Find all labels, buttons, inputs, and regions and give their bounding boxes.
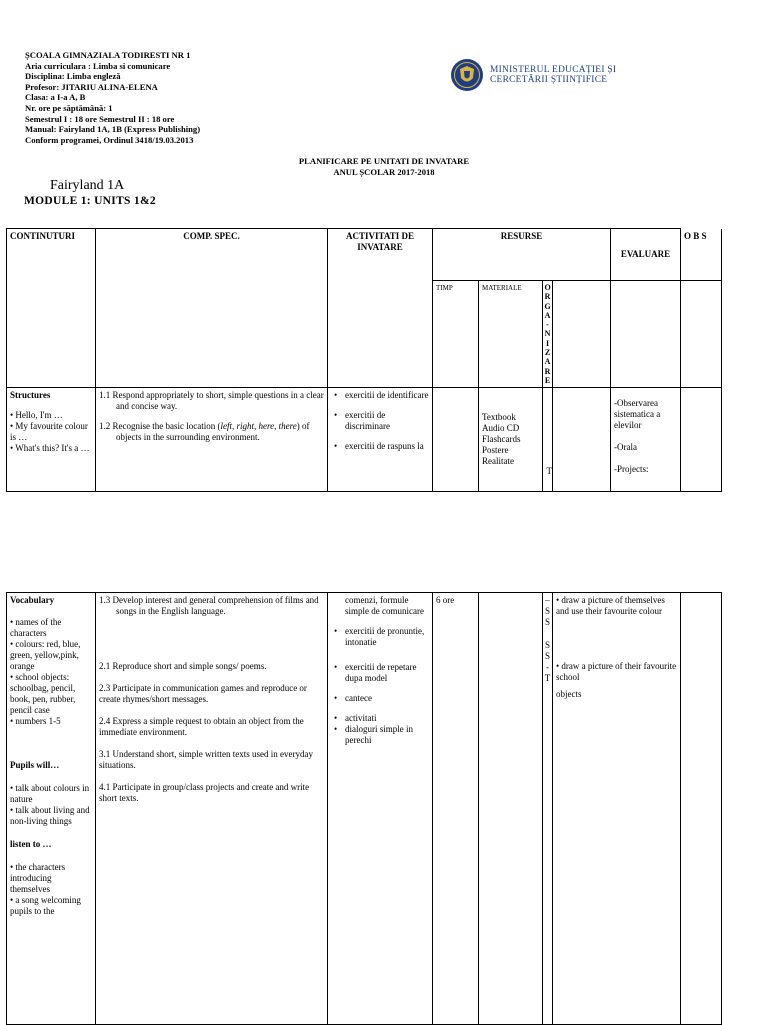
resurse-extra-cell	[553, 281, 611, 388]
structure-item: • My favourite colour is …	[10, 421, 88, 443]
activity-item: • cantece	[345, 693, 429, 704]
header-programa: Conform programei, Ordinul 3418/19.03.2013	[25, 134, 194, 145]
obs-cell-1	[681, 388, 722, 492]
ministry-line-1: MINISTERUL EDUCAȚIEI ȘI	[490, 65, 617, 75]
obs-sub-cell	[681, 281, 722, 388]
listen-item: • a song welcoming pupils to the	[10, 895, 81, 916]
materials-cell	[479, 388, 543, 492]
obs-cell-2	[681, 593, 722, 1025]
comp-2-3: 2.3 Participate in communication games and reproduce or create rhymes/short messages.	[99, 683, 307, 704]
header-school: ȘCOALA GIMNAZIALA TODIRESTI NR 1	[25, 50, 191, 60]
structure-item: • Hello, I'm …	[10, 410, 63, 421]
activities-cell-1	[328, 388, 433, 492]
comp-cell-1	[96, 388, 328, 492]
header-aria: Aria curriculara : Limba si comunicare	[25, 60, 171, 71]
structure-item: • What's this? It's a …	[10, 443, 90, 454]
evaluare-item: -Observarea sistematica a elevilor	[614, 398, 661, 431]
col-evaluare: EVALUARE	[611, 229, 681, 281]
header-nr-ore: Nr. ore pe săptămână: 1	[25, 102, 113, 113]
header-profesor: Profesor: JITARIU ALINA-ELENA	[25, 81, 158, 92]
vocabulary-cell	[7, 593, 96, 1025]
material-item: Audio CD	[482, 423, 520, 434]
col-comp-spec: COMP. SPEC.	[96, 229, 328, 388]
vocab-item: • numbers 1-5	[10, 716, 61, 726]
col-resurse: RESURSE	[433, 229, 611, 281]
course-title: Fairyland 1A	[50, 178, 125, 193]
comp-cell-2	[96, 593, 328, 1025]
evaluare-item: • draw a picture of themselves and use their favourite colour	[556, 595, 665, 616]
material-item: Textbook	[482, 412, 516, 423]
materials-cell-2	[479, 593, 543, 1025]
header-disciplina: Disciplina: Limba engleză	[25, 71, 121, 82]
school-year: ANUL ȘCOLAR 2017-2018	[333, 167, 435, 177]
org-value: T	[546, 466, 552, 477]
evaluare-cell-2	[553, 593, 681, 1025]
comp-3-1: 3.1 Understand short, simple written texts used in everyday situations.	[99, 749, 313, 770]
org-value: S S - T	[544, 640, 551, 683]
evaluare-cell-1	[611, 388, 681, 492]
listen-title: listen to …	[10, 839, 52, 849]
col-materiale: MATERIALE	[479, 281, 543, 388]
material-item: Realitate	[482, 456, 514, 467]
comp-4-1: 4.1 Participate in group/class projects and create and write short texts.	[99, 782, 310, 803]
material-item: Postere	[482, 445, 509, 456]
col-organizare	[543, 281, 553, 388]
pupils-item: • talk about colours in nature	[10, 783, 90, 804]
activity-item: • dialoguri simple in perechi	[345, 724, 429, 746]
org-cell-2	[543, 593, 553, 1025]
planning-table-1	[6, 228, 722, 492]
evaluare-item: -Projects:	[614, 464, 649, 475]
ministry-line-2: CERCETĂRII ȘTIINȚIFICE	[490, 75, 608, 85]
evaluare-item: -Orala	[614, 442, 637, 453]
structures-cell	[7, 388, 96, 492]
org-cell-1	[543, 388, 553, 492]
header-clasa: Clasa: a I-a A, B	[25, 92, 86, 103]
col-activitati: ACTIVITATI DE INVATARE	[328, 229, 433, 388]
evaluare-item: objects	[556, 689, 582, 699]
comp-1-3: 1.3 Develop interest and general comprehension of films and songs in the English language.	[99, 595, 319, 616]
activity-item: • activitati	[345, 713, 429, 724]
planning-table-2	[6, 592, 722, 1025]
activity-item: • exercitii de discriminare	[345, 410, 429, 432]
col-obs: O B S	[681, 229, 722, 281]
col-timp: TIMP	[433, 281, 479, 388]
comp-2-1: 2.1 Reproduce short and simple songs/ poems.	[99, 661, 267, 671]
timp-cell-1	[433, 388, 479, 492]
ministry-name	[490, 65, 616, 85]
header-manual: Manual: Fairyland 1A, 1B (Express Publishing)	[25, 124, 201, 135]
activity-item: • exercitii de repetare dupa model	[345, 662, 429, 684]
org-value: – S S	[544, 595, 550, 627]
activity-item: • exercitii de identificare	[345, 390, 429, 401]
comp-1-1: 1.1 Respond appropriately to short, simple questions in a clear and concise way.	[99, 390, 324, 412]
listen-item: • the characters introducing themselves	[10, 862, 66, 894]
activity-item: • exercitii de raspuns la	[345, 441, 429, 452]
vocab-item: • names of the characters	[10, 617, 62, 638]
comp-2-4: 2.4 Express a simple request to obtain an object from the immediate environment.	[99, 716, 304, 737]
organizare-label: O R G A - N I Z A R E	[544, 283, 551, 385]
pupils-item: • talk about living and non-living things	[10, 805, 90, 826]
romania-crest-icon	[450, 58, 484, 92]
school-header	[25, 50, 200, 145]
activity-item: • exercitii de pronuntie, intonatie	[345, 626, 429, 648]
resurse-extra-cell-1	[553, 388, 611, 492]
header-semestru: Semestrul I : 18 ore Semestrul II : 18 ore	[25, 113, 175, 124]
module-title: MODULE 1: UNITS 1&2	[24, 195, 156, 207]
comp-1-2: 1.2 Recognise the basic location (left, right, here, there) of objects in the surrounding environment.	[99, 421, 310, 443]
material-item: Flashcards	[482, 434, 521, 445]
evaluare-item: • draw a picture of their favourite school	[556, 661, 677, 682]
vocabulary-title: Vocabulary	[10, 595, 55, 605]
structures-title: Structures	[10, 390, 51, 401]
evaluare-sub-cell	[611, 281, 681, 388]
col-continuturi: CONTINUTURI	[7, 229, 96, 388]
timp-cell-2: 6 ore	[433, 593, 479, 1025]
activity-continuation: comenzi, formule simple de comunicare	[345, 595, 424, 616]
ministry-logo	[450, 58, 650, 92]
plan-title: PLANIFICARE PE UNITATI DE INVATARE	[298, 156, 470, 166]
pupils-title: Pupils will…	[10, 760, 60, 770]
vocab-item: • school objects: schoolbag, pencil, book, pen, rubber, pencil case	[10, 672, 76, 715]
vocab-item: • colours: red, blue, green, yellow,pink, orange	[10, 639, 81, 671]
activities-cell-2	[328, 593, 433, 1025]
